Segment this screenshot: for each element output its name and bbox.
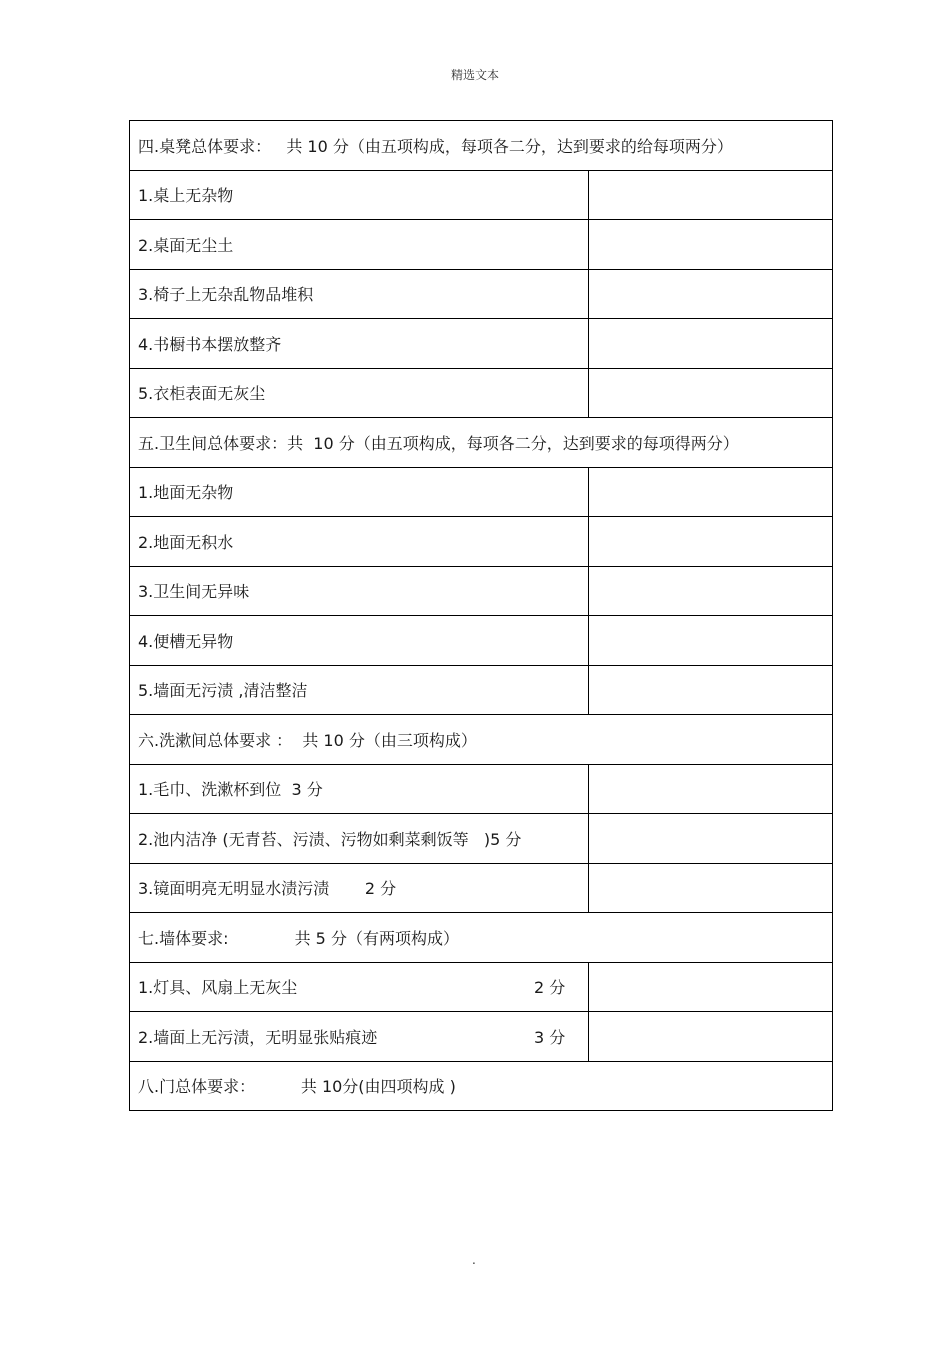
score-cell	[589, 1012, 833, 1062]
criterion-text: 4.书橱书本摆放整齐	[138, 334, 282, 354]
section-row	[130, 913, 833, 963]
criterion-text: 1.灯具、风扇上无灰尘	[138, 978, 298, 998]
score-cell	[589, 566, 833, 616]
item-criterion	[130, 467, 589, 517]
inspection-table	[129, 120, 833, 1111]
item-criterion	[130, 269, 589, 319]
score-cell	[589, 467, 833, 517]
item-criterion	[130, 962, 589, 1012]
page-header: 精选文本	[450, 68, 499, 82]
criterion-text: 4.便槽无异物	[138, 631, 234, 651]
item-criterion	[130, 319, 589, 369]
item-row	[130, 517, 833, 567]
section-heading: 七.墙体要求: 共 5 分（有两项构成）	[130, 913, 833, 963]
item-row	[130, 566, 833, 616]
section-row	[130, 418, 833, 468]
section-heading: 五.卫生间总体要求：共 10 分（由五项构成，每项各二分，达到要求的每项得两分）	[130, 418, 833, 468]
score-cell	[589, 962, 833, 1012]
item-criterion	[130, 616, 589, 666]
item-criterion	[130, 814, 589, 864]
score-cell	[589, 863, 833, 913]
item-criterion	[130, 566, 589, 616]
section-row	[130, 715, 833, 765]
section-row	[130, 1061, 833, 1111]
criterion-text: 5.墙面无污渍 ,清洁整洁	[138, 681, 308, 701]
item-criterion	[130, 220, 589, 270]
section-heading: 八.门总体要求： 共 10分(由四项构成 )	[130, 1061, 833, 1111]
criterion-text: 1.毛巾、洗漱杯到位 3 分	[138, 780, 323, 800]
item-row	[130, 368, 833, 418]
item-row	[130, 220, 833, 270]
score-cell	[589, 368, 833, 418]
item-criterion	[130, 665, 589, 715]
criterion-text: 1.地面无杂物	[138, 483, 234, 503]
item-criterion	[130, 170, 589, 220]
section-row	[130, 121, 833, 171]
score-cell	[589, 616, 833, 666]
item-row	[130, 962, 833, 1012]
item-criterion	[130, 764, 589, 814]
item-criterion	[130, 863, 589, 913]
item-row	[130, 616, 833, 666]
item-criterion	[130, 368, 589, 418]
score-cell	[589, 319, 833, 369]
score-cell	[589, 814, 833, 864]
item-row	[130, 814, 833, 864]
score-cell	[589, 269, 833, 319]
score-cell	[589, 665, 833, 715]
section-heading: 六.洗漱间总体要求 ： 共 10 分（由三项构成）	[130, 715, 833, 765]
item-row	[130, 764, 833, 814]
item-row	[130, 863, 833, 913]
criterion-text: 3.椅子上无杂乱物品堆积	[138, 285, 314, 305]
criterion-text: 2.墙面上无污渍，无明显张贴痕迹	[138, 1027, 378, 1047]
footer-mark: .	[472, 1253, 476, 1267]
score-cell	[589, 220, 833, 270]
item-row	[130, 170, 833, 220]
item-row	[130, 1012, 833, 1062]
section-heading: 四.桌凳总体要求： 共 10 分（由五项构成，每项各二分，达到要求的给每项两分）	[130, 121, 833, 171]
item-row	[130, 665, 833, 715]
criterion-text: 1.桌上无杂物	[138, 186, 234, 206]
item-row	[130, 319, 833, 369]
score-cell	[589, 517, 833, 567]
criterion-text: 2.池内洁净 (无青苔、污渍、污物如剩菜剩饭等 )5 分	[138, 829, 522, 849]
score-cell	[589, 170, 833, 220]
item-criterion	[130, 1012, 589, 1062]
item-criterion	[130, 517, 589, 567]
criterion-text: 2.地面无积水	[138, 532, 234, 552]
item-row	[130, 269, 833, 319]
criterion-text: 3.卫生间无异味	[138, 582, 250, 602]
criterion-points: 3 分	[534, 1027, 566, 1047]
criterion-text: 2.桌面无尘土	[138, 235, 234, 255]
criterion-points: 2 分	[534, 978, 566, 998]
criterion-text: 5.衣柜表面无灰尘	[138, 384, 266, 404]
score-cell	[589, 764, 833, 814]
item-row	[130, 467, 833, 517]
criterion-text: 3.镜面明亮无明显水渍污渍 2 分	[138, 879, 397, 899]
